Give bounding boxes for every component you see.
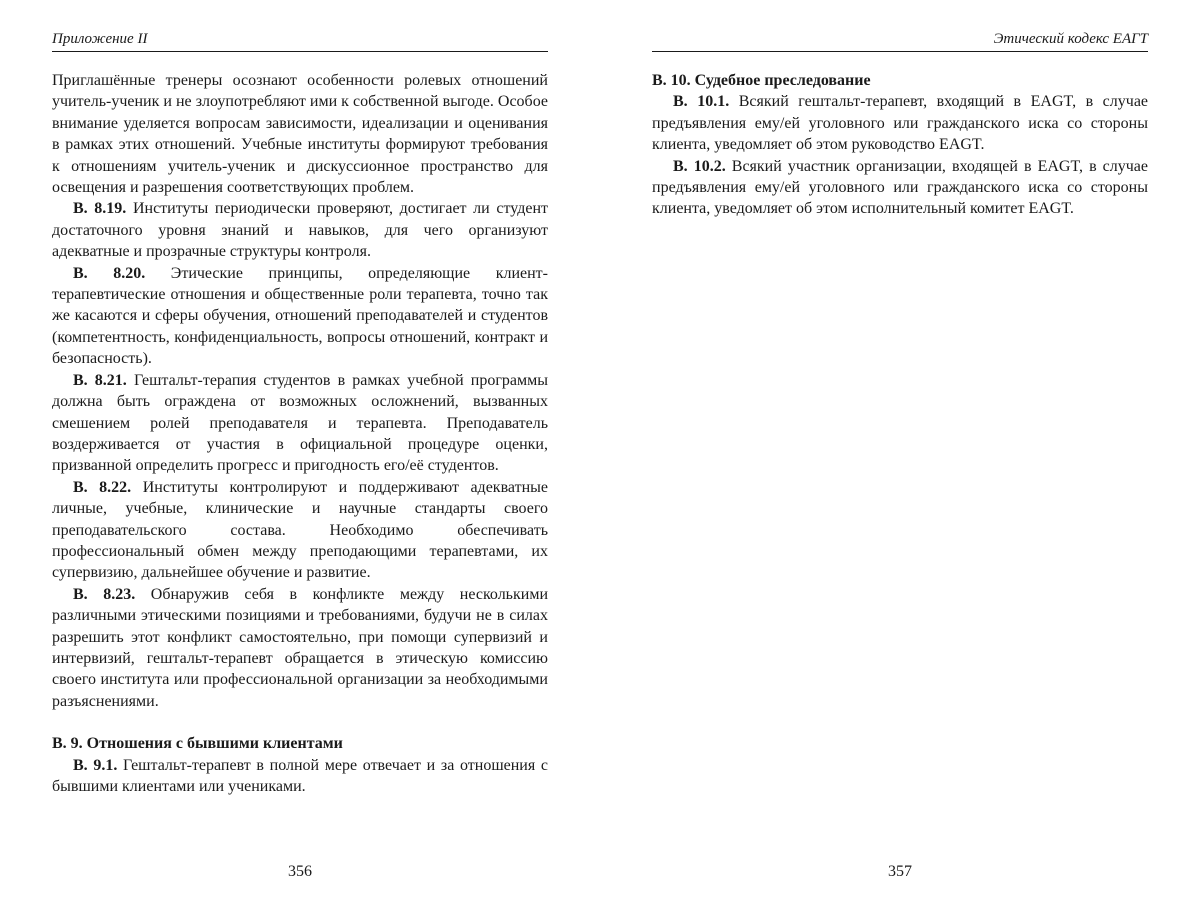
section-heading-b-9: B. 9. Отношения с бывшими клиентами — [52, 735, 343, 753]
paragraph-text: Приглашённые тренеры осознают особенности ролевых отношений учитель-ученик и не злоупотребляют ими к собственной выгоде. Особое внимание уделяется вопросам зависимости, идеализации и оценивания в рамках этих отношений. Учебные институты формируют требования к отношениям учитель-ученик и дискуссионное пространство для освещения и разрешения соответствующих проблем. — [52, 72, 548, 197]
paragraph-b-10-2 — [652, 156, 1148, 220]
paragraph-text: Всякий участник организации, входящей в EAGT, в случае предъявления ему/ей уголовного или гражданского иска со стороны клиента, уведомляет об этом исполнительный комитет EAGT. — [652, 157, 1149, 218]
paragraph-b-8-20 — [52, 263, 548, 370]
clause-number: B. 8.19. — [73, 200, 127, 218]
paragraph-b-8-19 — [52, 198, 548, 262]
paragraph-text: Всякий гештальт-терапевт, входящий в EAGT, в случае предъявления ему/ей уголовного или гражданского иска со стороны клиента, уведомляет об этом руководство EAGT. — [652, 93, 1149, 154]
paragraph-text: Обнаружив себя в конфликте между несколькими различными этическими позициями и требованиями, будучи не в силах разрешить этот конфликт самостоятельно, при помощи супервизий и интервизий, гештальт-терапевт обращается в этическую комиссию своего института или профессиональной организации за необходимыми разъяснениями. — [52, 585, 548, 710]
paragraph-b-8-21 — [52, 370, 548, 477]
left-page-body — [52, 70, 548, 797]
clause-number: B. 10.1. — [673, 93, 730, 111]
page-number-left: 356 — [288, 863, 312, 880]
paragraph-text: Институты контролируют и поддерживают адекватные личные, учебные, клинические и научные стандарты своего преподавательского состава. Необходимо обеспечивать профессиональный обмен между преподающими терапевтами, их супервизию, дальнейшее обучение и развитие. — [52, 478, 549, 582]
paragraph-b-8-22 — [52, 477, 548, 584]
paragraph-b-10-1 — [652, 91, 1148, 155]
paragraph-b-8-23 — [52, 584, 548, 712]
right-page — [652, 0, 1148, 910]
paragraph-text: Гештальт-терапия студентов в рамках учебной программы должна быть ограждена от возможных осложнений, вызванных смешением ролей преподавателя и терапевта. Преподаватель воздерживается от участия в официальной процедуре оценки, призванной определить прогресс и пригодность его/её студентов. — [52, 371, 549, 475]
paragraph-intro — [52, 70, 548, 198]
right-page-body — [652, 70, 1148, 220]
paragraph-text: Гештальт-терапевт в полной мере отвечает и за отношения с бывшими клиентами или учениками. — [52, 756, 549, 795]
clause-number: B. 8.21. — [73, 371, 127, 389]
paragraph-text: Этические принципы, определяющие клиент-терапевтические отношения и общественные роли терапевта, точно так же касаются и сферы обучения, отношений преподавателей и студентов (компетентность, конфиденциальность, вопросы отношений, контракт и безопасность). — [52, 264, 549, 368]
header-rule-right — [652, 51, 1148, 52]
section-heading-b-10: B. 10. Судебное преследование — [652, 72, 871, 89]
clause-number: B. 9.1. — [73, 756, 118, 774]
clause-number: B. 8.22. — [73, 478, 132, 496]
running-head-right: Этический кодекс EAГT — [993, 31, 1148, 47]
clause-number: B. 8.23. — [73, 585, 136, 603]
clause-number: B. 10.2. — [673, 157, 726, 175]
header-rule-left — [52, 51, 548, 52]
page-number-right: 357 — [888, 863, 912, 880]
running-head-left: Приложение II — [52, 31, 148, 47]
paragraph-b-9-1 — [52, 755, 548, 798]
clause-number: B. 8.20. — [73, 264, 146, 282]
left-page — [52, 0, 548, 910]
paragraph-text: Институты периодически проверяют, достигает ли студент достаточного уровня знаний и навыков, для чего организуют адекватные и прозрачные структуры контроля. — [52, 200, 549, 261]
